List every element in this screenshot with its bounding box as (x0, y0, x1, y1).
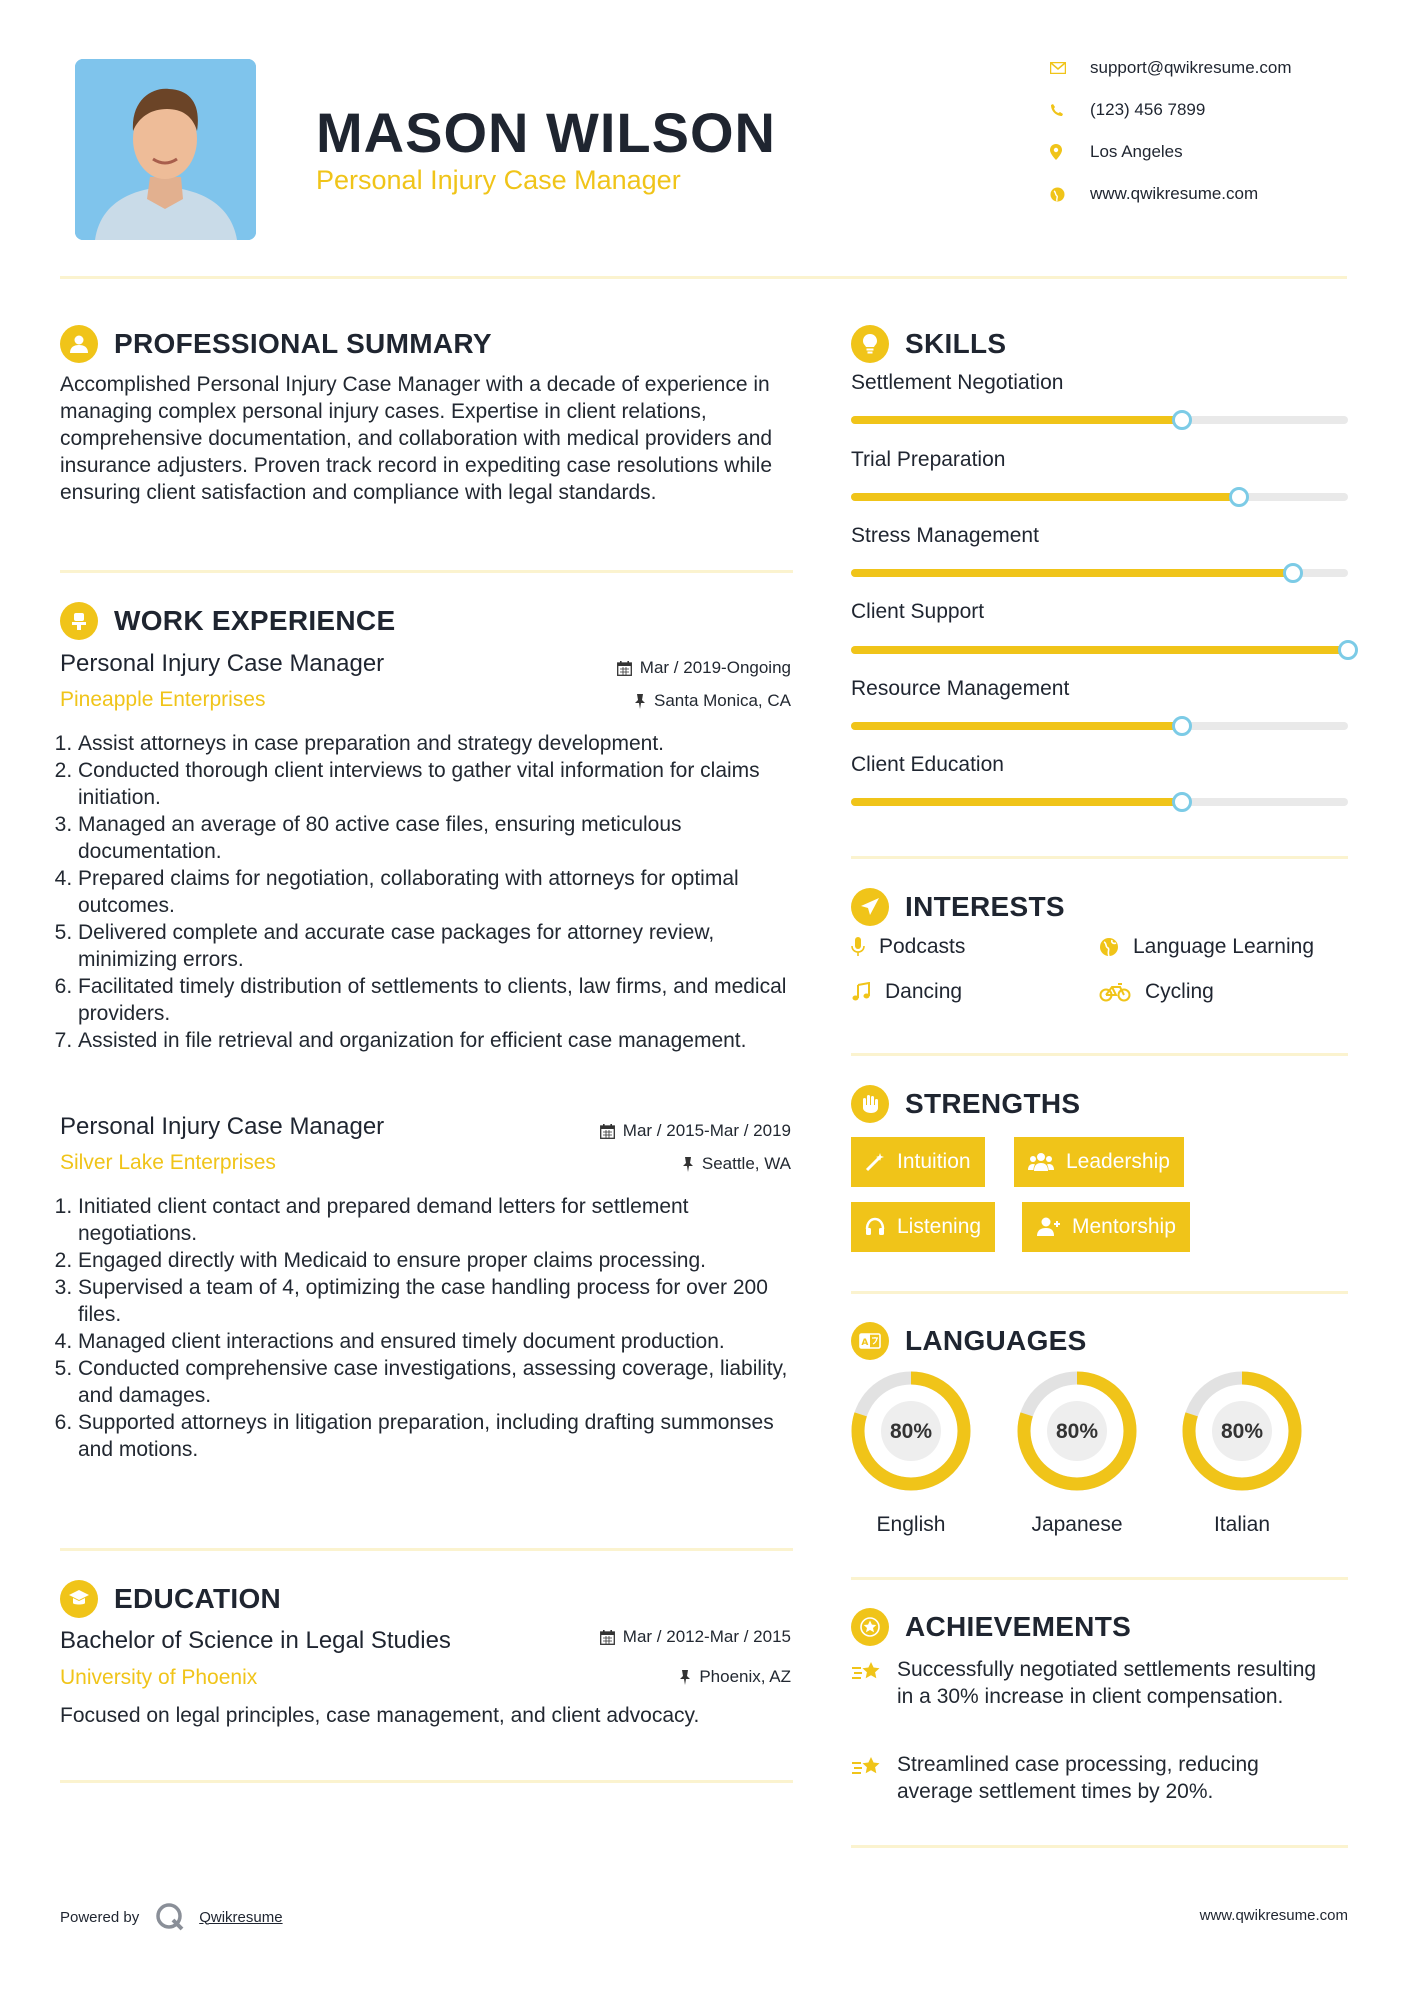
magic-wand-icon (865, 1152, 885, 1172)
summary-text: Accomplished Personal Injury Case Manager with a decade of experience in managing complex personal injury cases. Expertise in client relations, comprehensive documentation, and collaboration with medical providers and insurance adjusters. Proven track record in expediting case resolutions while ensuring client satisfaction and compliance with legal standards. (60, 373, 773, 504)
globe-icon (1099, 937, 1119, 957)
education-text: Focused on legal principles, case management, and client advocacy. (60, 1704, 700, 1727)
skill-level-knob (1172, 716, 1192, 736)
language-percent: 80% (1220, 1420, 1264, 1443)
achievement-text: Successfully negotiated settlements resulting in a 30% increase in client compensation. (897, 1658, 1317, 1708)
contact-email[interactable] (1050, 58, 1292, 78)
education-degree: Bachelor of Science in Legal Studies (60, 1627, 451, 1654)
qwikresume-logo-icon (155, 1902, 185, 1932)
skill-name: Settlement Negotiation (851, 371, 1064, 394)
contact-phone[interactable] (1050, 100, 1205, 120)
summary-title: PROFESSIONAL SUMMARY (114, 328, 492, 359)
skill-name: Trial Preparation (851, 448, 1006, 471)
header-divider (60, 276, 1347, 279)
strengths-title: STRENGTHS (905, 1088, 1081, 1119)
summary-divider (60, 570, 793, 573)
skill-level-knob (1172, 792, 1192, 812)
job-2-company: Silver Lake Enterprises (60, 1151, 276, 1174)
strength-chip-listening (851, 1202, 995, 1252)
list-item: 3. Managed an average of 80 active case files, ensuring meticulous documentation. (78, 811, 800, 865)
pin-icon (682, 1157, 694, 1172)
skill-name: Stress Management (851, 524, 1039, 547)
user-icon (60, 325, 98, 363)
strength-label: Intuition (897, 1150, 971, 1173)
job-1-location (493, 691, 791, 711)
skill-level-knob (1172, 410, 1192, 430)
language-icon (851, 1322, 889, 1360)
strength-chip-mentorship (1022, 1202, 1190, 1252)
job-2-location (493, 1154, 791, 1174)
interest-cycling (1099, 980, 1214, 1004)
skills-heading (851, 325, 1006, 363)
profile-photo (75, 59, 256, 240)
language-name: English (876, 1513, 946, 1536)
language-ring (1012, 1366, 1142, 1496)
experience-divider (60, 1548, 793, 1551)
list-item: 5. Conducted comprehensive case investigations, assessing coverage, liability, and damages. (78, 1355, 800, 1409)
list-item: 2. Conducted thorough client interviews to gather vital information for claims initiation. (78, 757, 800, 811)
achievement-text: Streamlined case processing, reducing average settlement times by 20%. (897, 1753, 1259, 1803)
interests-divider (851, 1053, 1348, 1056)
job-1-title: Personal Injury Case Manager (60, 650, 385, 677)
location-text: Los Angeles (1090, 142, 1183, 161)
skill-name: Resource Management (851, 677, 1070, 700)
achievements-heading (851, 1608, 1131, 1646)
strengths-divider (851, 1291, 1348, 1294)
skill-level-bar (851, 569, 1348, 577)
strength-label: Listening (897, 1215, 982, 1238)
language-name: Japanese (1031, 1513, 1123, 1536)
strength-label: Mentorship (1072, 1215, 1176, 1238)
map-marker-icon (1050, 144, 1090, 160)
contact-website[interactable] (1050, 184, 1258, 204)
language-ring (1177, 1366, 1307, 1496)
list-item: 4. Prepared claims for negotiation, collaborating with attorneys for optimal outcomes. (78, 865, 800, 919)
svg-text:A: A (861, 1338, 869, 1348)
interest-label: Podcasts (879, 935, 966, 958)
footer-url[interactable]: www.qwikresume.com (1199, 1907, 1348, 1924)
star-badge-icon (851, 1608, 889, 1646)
interests-heading (851, 888, 1065, 926)
education-dates (493, 1627, 791, 1647)
list-item: 6. Facilitated timely distribution of settlements to clients, law firms, and medical providers. (78, 973, 800, 1027)
list-item: 6. Supported attorneys in litigation preparation, including drafting summonses and motions. (78, 1409, 800, 1463)
job-2-location-text: Seattle, WA (701, 1154, 791, 1173)
calendar-icon (600, 1124, 615, 1139)
list-item: 5. Delivered complete and accurate case packages for attorney review, minimizing errors. (78, 919, 800, 973)
strengths-heading (851, 1085, 1080, 1123)
microphone-icon (851, 937, 865, 957)
language-english (846, 1366, 976, 1537)
job-2-title: Personal Injury Case Manager (60, 1113, 385, 1140)
achievements-title: ACHIEVEMENTS (905, 1611, 1132, 1642)
shooting-star-icon (851, 1656, 897, 1710)
phone-icon (1050, 103, 1090, 117)
job-1-company: Pineapple Enterprises (60, 688, 266, 711)
list-item: 3. Supervised a team of 4, optimizing the case handling process for over 200 files. (78, 1274, 800, 1328)
hand-icon (851, 1085, 889, 1123)
language-ring (846, 1366, 976, 1496)
candidate-name: MASON WILSON (316, 101, 776, 164)
headphones-icon (865, 1217, 885, 1237)
education-heading (60, 1580, 281, 1618)
job-1-responsibilities (60, 730, 800, 1054)
pin-icon (679, 1670, 691, 1685)
skills-title: SKILLS (905, 328, 1007, 359)
skill-name: Client Education (851, 753, 1004, 776)
skills-divider (851, 856, 1348, 859)
skill-level-knob (1229, 487, 1249, 507)
languages-divider (851, 1577, 1348, 1580)
summary-heading (60, 325, 492, 363)
calendar-icon (600, 1630, 615, 1645)
education-location (493, 1667, 791, 1687)
website-text: www.qwikresume.com (1090, 184, 1259, 203)
pin-icon (634, 694, 646, 709)
language-name: Italian (1213, 1513, 1271, 1536)
lightbulb-icon (851, 325, 889, 363)
job-1-dates (493, 658, 791, 678)
paper-plane-icon (851, 888, 889, 926)
job-1-location-text: Santa Monica, CA (653, 691, 791, 710)
skill-level-bar (851, 416, 1348, 424)
graduation-cap-icon (60, 1580, 98, 1618)
interest-language-learning (1099, 935, 1314, 959)
calendar-icon (617, 661, 632, 676)
candidate-role: Personal Injury Case Manager (316, 165, 681, 195)
strength-chip-leadership (1014, 1137, 1184, 1187)
contact-location (1050, 142, 1183, 162)
music-icon (851, 982, 871, 1002)
skill-level-bar (851, 493, 1348, 501)
achievements-divider (851, 1845, 1348, 1848)
interests-title: INTERESTS (905, 891, 1065, 922)
email-text: support@qwikresume.com (1090, 58, 1292, 77)
interest-label: Language Learning (1133, 935, 1315, 958)
education-location-text: Phoenix, AZ (699, 1667, 791, 1686)
briefcase-icon (60, 602, 98, 640)
strength-label: Leadership (1066, 1150, 1170, 1173)
skill-level-bar (851, 798, 1348, 806)
language-japanese (1012, 1366, 1142, 1537)
language-percent: 80% (1055, 1420, 1099, 1443)
list-item: 2. Engaged directly with Medicaid to ensure proper claims processing. (78, 1247, 800, 1274)
list-item: 4. Managed client interactions and ensured timely document production. (78, 1328, 800, 1355)
globe-icon (1050, 187, 1090, 202)
language-italian (1177, 1366, 1307, 1537)
user-plus-icon (1036, 1217, 1060, 1237)
shooting-star-icon (851, 1751, 897, 1805)
interest-dancing (851, 980, 962, 1004)
skill-level-knob (1338, 640, 1358, 660)
footer-powered-by (60, 1902, 283, 1932)
interest-podcasts (851, 935, 965, 959)
bicycle-icon (1099, 982, 1131, 1002)
phone-text: (123) 456 7899 (1090, 100, 1206, 119)
achievement-item (851, 1656, 1321, 1710)
language-percent: 80% (889, 1420, 933, 1443)
job-2-dates (493, 1121, 791, 1141)
interest-label: Cycling (1145, 980, 1214, 1003)
powered-by-text: Powered by (60, 1908, 140, 1926)
job-2-dates-text: Mar / 2015-Mar / 2019 (622, 1121, 791, 1140)
education-school: University of Phoenix (60, 1666, 258, 1689)
job-2-responsibilities (60, 1193, 800, 1463)
languages-title: LANGUAGES (905, 1325, 1087, 1356)
experience-title: WORK EXPERIENCE (114, 605, 396, 636)
list-item: 7. Assisted in file retrieval and organization for efficient case management. (78, 1027, 800, 1054)
list-item: 1. Initiated client contact and prepared demand letters for settlement negotiations. (78, 1193, 800, 1247)
envelope-icon (1050, 62, 1090, 74)
achievement-item (851, 1751, 1321, 1805)
education-dates-text: Mar / 2012-Mar / 2015 (622, 1627, 791, 1646)
skill-level-bar (851, 722, 1348, 730)
skill-level-knob (1283, 563, 1303, 583)
qwikresume-link[interactable]: Qwikresume (199, 1908, 283, 1926)
users-icon (1028, 1152, 1054, 1172)
skill-name: Client Support (851, 600, 985, 623)
languages-heading (851, 1322, 1087, 1360)
education-divider (60, 1780, 793, 1783)
list-item: 1. Assist attorneys in case preparation and strategy development. (78, 730, 800, 757)
experience-heading (60, 602, 395, 640)
education-title: EDUCATION (114, 1583, 282, 1614)
interest-label: Dancing (885, 980, 963, 1003)
skill-level-bar (851, 646, 1348, 654)
strength-chip-intuition (851, 1137, 985, 1187)
job-1-dates-text: Mar / 2019-Ongoing (639, 658, 791, 677)
